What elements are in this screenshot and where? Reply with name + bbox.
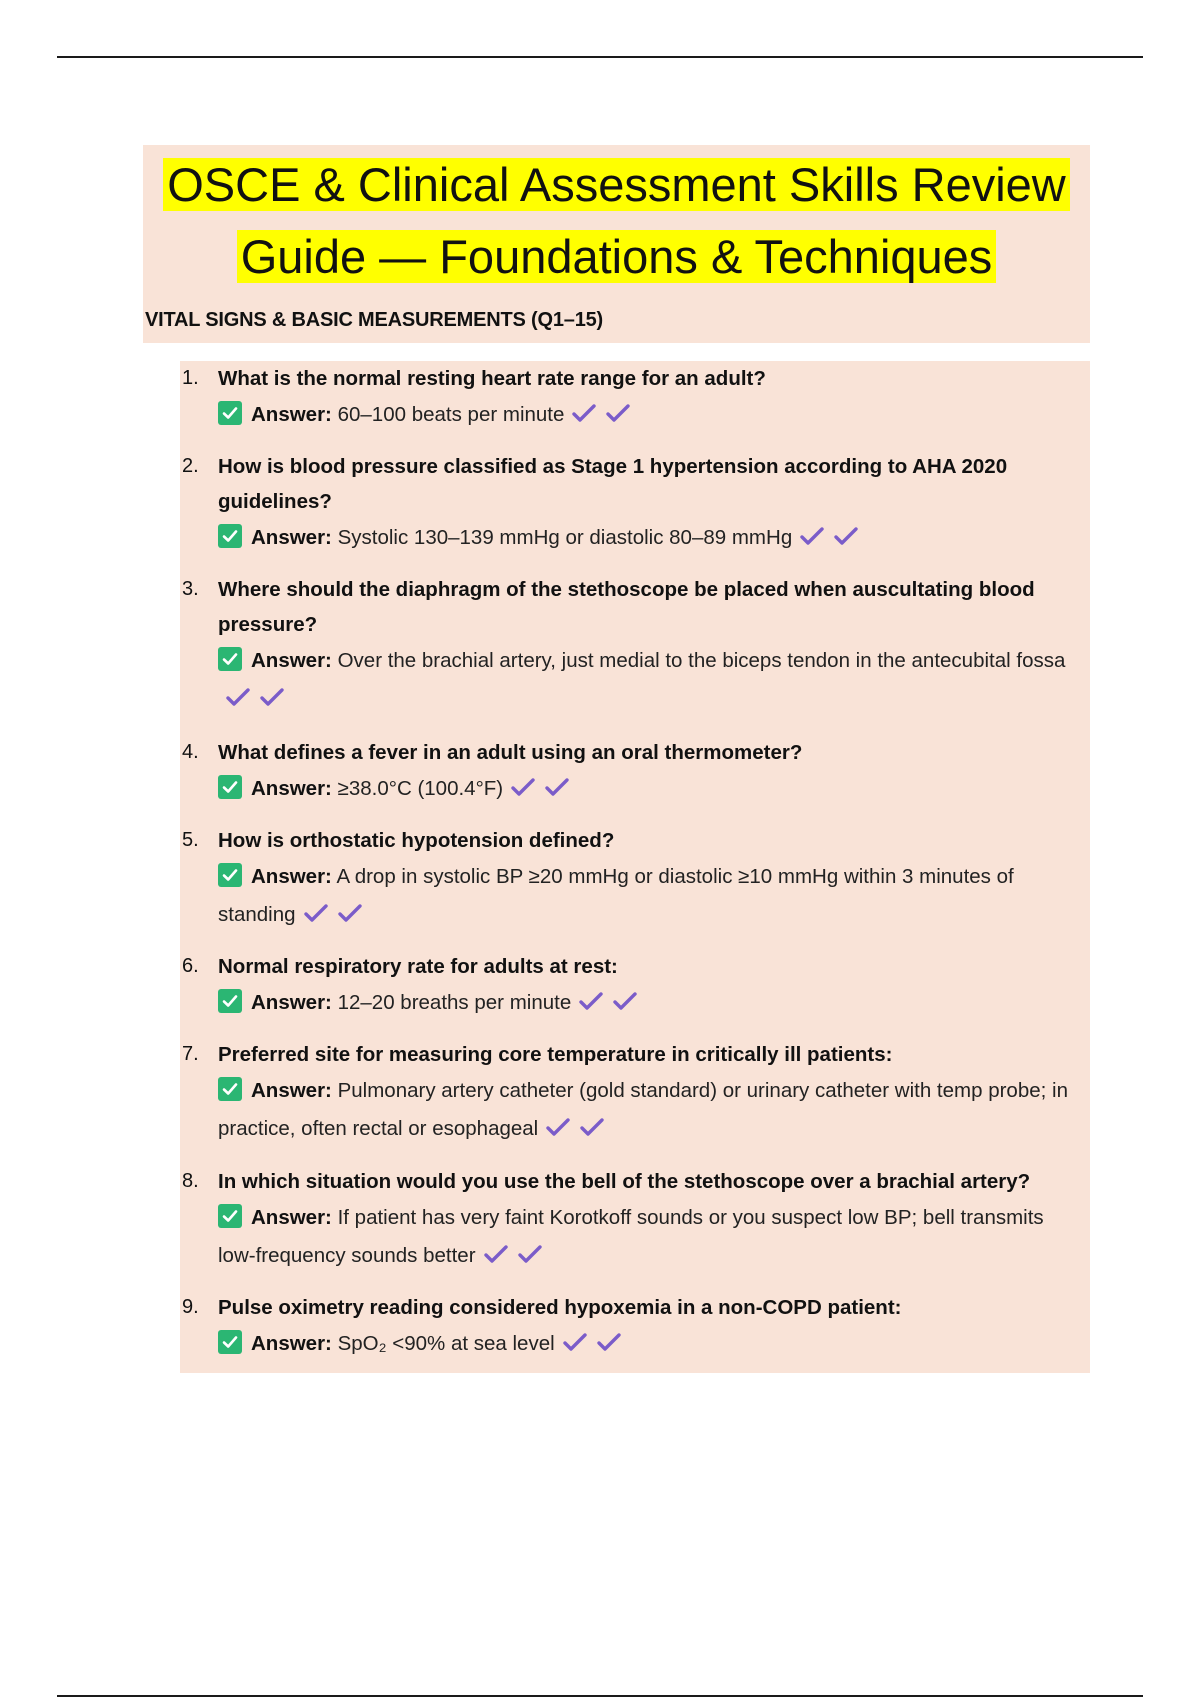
title-highlight-1: OSCE & Clinical Assessment Skills Review (163, 158, 1070, 211)
answer-label: Answer: (251, 1206, 332, 1229)
list-item (180, 1164, 1085, 1279)
double-check-icon (546, 1114, 608, 1152)
double-check-icon (511, 774, 573, 812)
answer-text: ≥38.0°C (100.4°F) (337, 777, 504, 800)
answer-row (218, 1325, 1085, 1367)
question-number: 6. (182, 955, 199, 977)
answer-text: SpO₂ <90% at sea level (337, 1332, 555, 1355)
answer-text: 12–20 breaths per minute (337, 991, 572, 1014)
checkbox-icon (218, 775, 242, 799)
checkbox-icon (218, 989, 242, 1013)
page-title-line-2 (143, 221, 1090, 293)
answer-row (218, 858, 1085, 938)
bottom-rule (57, 1695, 1143, 1697)
answer-label: Answer: (251, 526, 332, 549)
list-item (180, 949, 1085, 1026)
double-check-icon (563, 1329, 625, 1367)
question-number: 2. (182, 455, 199, 477)
title-block (143, 145, 1090, 343)
section-heading: VITAL SIGNS & BASIC MEASUREMENTS (Q1–15) (145, 309, 603, 331)
question-number: 7. (182, 1043, 199, 1065)
double-check-icon (572, 400, 634, 438)
answer-label: Answer: (251, 403, 332, 426)
answer-text: Over the brachial artery, just medial to the biceps tendon in the antecubital fossa (337, 649, 1066, 672)
answer-label: Answer: (251, 1332, 332, 1355)
page-title-line-1 (143, 149, 1090, 221)
answer-label: Answer: (251, 865, 332, 888)
question-number: 3. (182, 578, 199, 600)
list-item (180, 361, 1085, 438)
double-check-icon (226, 684, 288, 722)
answer-row (218, 1199, 1085, 1279)
checkbox-icon (218, 1330, 242, 1354)
question-text: In which situation would you use the bell of the stethoscope over a brachial artery? (218, 1170, 1031, 1193)
answer-row (218, 642, 1085, 722)
answer-text: If patient has very faint Korotkoff sounds or you suspect low BP; bell transmits low-frequency sounds better (218, 1206, 1044, 1267)
list-item (180, 1290, 1085, 1367)
list-item (180, 572, 1085, 722)
list-item (180, 735, 1085, 812)
answer-row (218, 1072, 1085, 1152)
checkbox-icon (218, 647, 242, 671)
question-text: Normal respiratory rate for adults at rest: (218, 955, 618, 978)
double-check-icon (579, 988, 641, 1026)
answer-text: 60–100 beats per minute (337, 403, 565, 426)
answer-text: A drop in systolic BP ≥20 mmHg or diastolic ≥10 mmHg within 3 minutes of standing (218, 865, 1014, 926)
checkbox-icon (218, 524, 242, 548)
answer-row (218, 770, 1085, 812)
checkbox-icon (218, 863, 242, 887)
double-check-icon (800, 523, 862, 561)
question-text: How is orthostatic hypotension defined? (218, 829, 615, 852)
checkbox-icon (218, 1204, 242, 1228)
answer-text: Systolic 130–139 mmHg or diastolic 80–89 mmHg (337, 526, 793, 549)
question-text: What defines a fever in an adult using an oral thermometer? (218, 741, 803, 764)
question-number: 8. (182, 1170, 199, 1192)
answer-text: Pulmonary artery catheter (gold standard) or urinary catheter with temp probe; in practice, often rectal or esophageal (218, 1079, 1068, 1140)
answer-label: Answer: (251, 991, 332, 1014)
question-text: What is the normal resting heart rate range for an adult? (218, 367, 766, 390)
list-item (180, 823, 1085, 938)
top-rule (57, 56, 1143, 58)
question-number: 5. (182, 829, 199, 851)
question-text: Where should the diaphragm of the stethoscope be placed when auscultating blood pressure? (218, 578, 1035, 636)
question-text: Pulse oximetry reading considered hypoxemia in a non-COPD patient: (218, 1296, 902, 1319)
question-text: How is blood pressure classified as Stage 1 hypertension according to AHA 2020 guidelines? (218, 455, 1008, 513)
answer-label: Answer: (251, 777, 332, 800)
answer-row (218, 519, 1085, 561)
question-text: Preferred site for measuring core temperature in critically ill patients: (218, 1043, 893, 1066)
question-number: 9. (182, 1296, 199, 1318)
question-number: 1. (182, 367, 199, 389)
list-item (180, 1037, 1085, 1152)
checkbox-icon (218, 1077, 242, 1101)
answer-row (218, 396, 1085, 438)
double-check-icon (304, 900, 366, 938)
double-check-icon (484, 1241, 546, 1279)
answer-row (218, 984, 1085, 1026)
list-item (180, 449, 1085, 561)
question-number: 4. (182, 741, 199, 763)
answer-label: Answer: (251, 649, 332, 672)
qa-panel (180, 361, 1090, 1373)
answer-label: Answer: (251, 1079, 332, 1102)
title-highlight-2: Guide — Foundations & Techniques (237, 230, 997, 283)
checkbox-icon (218, 401, 242, 425)
